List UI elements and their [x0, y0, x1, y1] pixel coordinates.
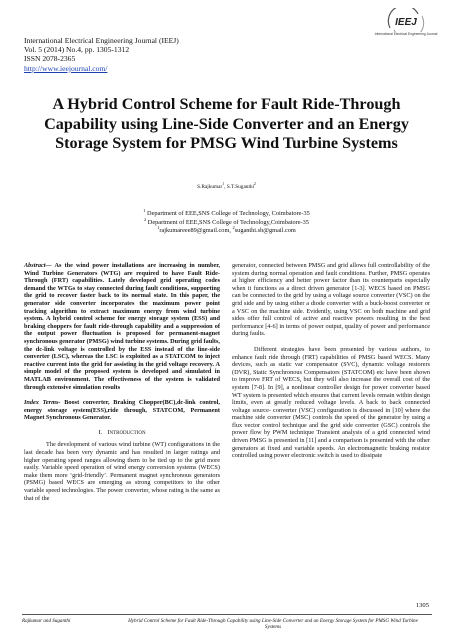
- right-column: [232, 262, 430, 460]
- section-heading-introduction: [24, 429, 220, 437]
- affiliation-2-sup: 2: [144, 216, 147, 222]
- logo-mark-text: IEEJ: [395, 17, 417, 28]
- author-emails: [0, 227, 453, 236]
- footer-running-title: Hybrid Control Scheme for Fault Ride-Through Capability using Line-Side Converter and an Energy Storage System for PMSG Wind Turbine Systems: [128, 618, 418, 631]
- index-terms-label: Index Terms-: [24, 399, 61, 407]
- affiliation-1: [0, 207, 453, 219]
- journal-issn: ISSN 2078-2365: [24, 54, 76, 64]
- left-column: [24, 262, 220, 502]
- author-line: [0, 184, 453, 190]
- ieej-logo-icon: [386, 8, 426, 32]
- paper-title: A Hybrid Control Scheme for Fault Ride-Through Capability using Line-Side Converter and an Energy Storage System for PMSG Wind Turbine Systems: [44, 95, 409, 152]
- abstract: [24, 262, 220, 391]
- email-1-sup: 1: [157, 225, 160, 231]
- email-1: rajkumareee89@gmail.com,: [159, 227, 233, 235]
- abstract-text: As the wind power installations are increasing in number, Wind Turbine Generators (WTG) are required to have Fault Ride-Through (FRT) capabilities. Lately developed grid operating codes demand the WTGs to stay connected during fault conditions, supporting the grid to recover faster back to its normal state. In this paper, the generator side converter incorporates the maximum power point tracking algorithm to extract maximum energy from wind turbine system. A hybrid control scheme for energy storage system (ESS) and braking choppers for fault ride-through capability and a suppression of the output power fluctuation is proposed for permanent-magnet synchronous generator (PMSG) wind turbine systems. During grid faults, the dc-link voltage is controlled by the ESS instead of the line-side converter (LSC), whereas the LSC is exploited as a STATCOM to inject reactive current into the grid for assisting in the grid voltage recovery. A simple model of the proposed system is developed and simulated in MATLAB environment. The effectiveness of the system is validated through extensive simulation results: [24, 262, 220, 391]
- index-terms-text: Boost converter, Braking Chopper(BC),dc-link control, energy storage system(ESS),ride through, STATCOM, Permanent Magnet Synchronous Generator.: [24, 399, 220, 422]
- author-separator: ,: [224, 184, 227, 190]
- author-2-sup: 2: [254, 182, 256, 187]
- journal-info: [24, 36, 179, 73]
- abstract-label: Abstract—: [24, 262, 52, 269]
- journal-logo: [367, 8, 445, 42]
- author-1-sup: 1: [222, 182, 225, 187]
- journal-name: International Electrical Engineering Journal (IEEJ): [24, 36, 179, 45]
- affiliation-1-text: Department of EEE,SNS College of Technology, Coimbatore-35: [145, 210, 310, 217]
- index-terms: [24, 399, 220, 422]
- author-1: S.Rajkumar: [197, 184, 223, 190]
- introduction-paragraph: The development of various wind turbine (WT) configurations in the last decade has been very dynamic and has resulted in larger ratings and higher operating speed ranges allowing them to be tied up to the grid more easily. Variable speed operation of wind energy conversion systems (WECS) make them more ‘grid-friendly’. Permanent magnet synchronous generators (PSMG) based WECS are emerging as strong competitors to the other variable speed technologies. The power converter, whose rating is the same as that of the: [24, 441, 220, 502]
- section-number: I.: [98, 428, 103, 436]
- journal-volume: Vol. 5 (2014) No.4, pp. 1305-1312: [24, 45, 130, 55]
- section-title: Introduction: [107, 428, 146, 436]
- affiliation-2-text: Department of EEE,SNS College of Technology,Coimbatore-35: [146, 218, 309, 226]
- email-2: suganthi.sb@gmail.com: [234, 227, 296, 235]
- author-2: S.T.Suganthi: [226, 184, 255, 190]
- email-2-sup: 2: [232, 225, 235, 231]
- logo-caption: International Electrical Engineering Journal: [374, 32, 438, 36]
- journal-url-link[interactable]: http://www.ieejournal.com/: [24, 63, 108, 73]
- page-number: 1305: [415, 602, 429, 609]
- right-paragraph-2: Different strategies have been presented by various authors, to enhance fault ride through (FRT) capabilities of PMSG based WECS. Many devices, such as static var compensator (SVC), dynamic voltage restorers (DVR), Static Synchronous Compensators (STATCOM) etc have been shown to improve FRT of WECS, but they will also increase the overall cost of the system [7-8]. In [9], a nonlinear controller design for power converter based WT system is presented which ensures that current levels remain within design limits, even at greatly reduced voltage levels. A back to back connected voltage source- converter (VSC) configuration is discussed in [10] where the machine side converter (MSC) controls the speed of the generator by using a flux vector control technique and the grid side converter (GSC) controls the power flow by PWM technique Transient analysis of a grid connected wind driven PMSG is presented in [11] and a comparison is presented with the other generators at fixed and variable speeds. An electromagnetic braking resistor controlled using power electronic switch is used to dissipate: [232, 345, 430, 460]
- footer-divider: [22, 614, 432, 615]
- affiliations: [0, 207, 453, 236]
- right-paragraph-1: generator, connected between PMSG and grid allows full controllability of the system during normal operation and fault conditions. Further, PMSG operates at higher efficiency and better power factor than its counterparts especially when it functions as a direct driven generator [1-3]. WECS based on PMSG can be connected to the grid by using a voltage source converter (VSC) on the grid side and by using either a diode converter with a buck-boost converter or a VSC on the machine side. Evidently, using VSC on both machine and grid sides offer full control of active and reactive powers resulting in the best performance [4-6] in terms of power output, quality of power and performance during faults.: [232, 262, 430, 338]
- footer-authors: Rajkumar and Suganthi: [22, 618, 71, 624]
- affiliation-1-sup: 1: [143, 207, 146, 213]
